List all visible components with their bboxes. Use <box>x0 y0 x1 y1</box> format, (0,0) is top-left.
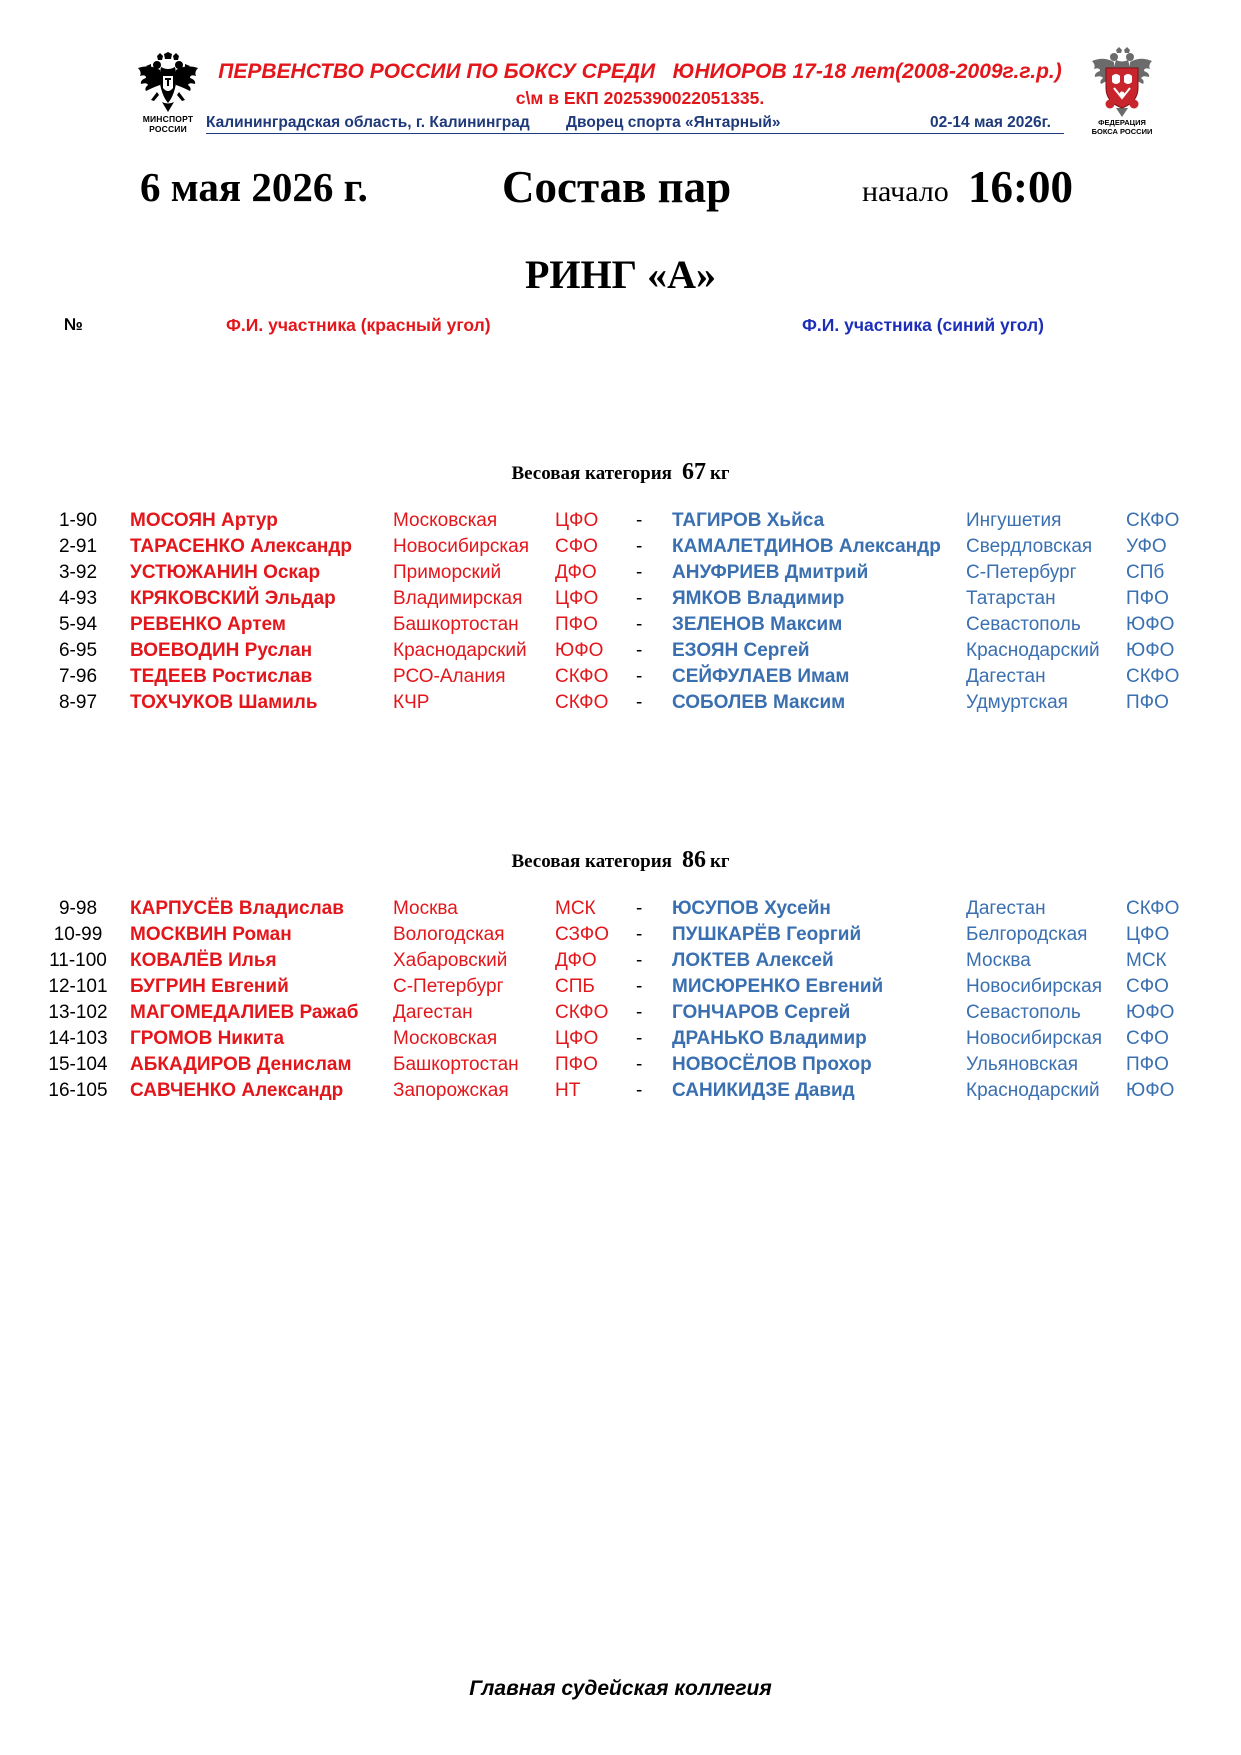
venue-line <box>206 113 1064 134</box>
red-boxer-region: Новосибирская <box>393 536 529 557</box>
blue-boxer-district: СПб <box>1126 562 1165 583</box>
red-boxer-name: ТАРАСЕНКО Александр <box>130 536 353 557</box>
column-header-blue-corner: Ф.И. участника (синий угол) <box>802 315 1044 335</box>
red-boxer-name: САВЧЕНКО Александр <box>130 1080 344 1101</box>
bout-row <box>0 612 1241 638</box>
versus-dash: - <box>636 510 643 531</box>
blue-boxer-region: Удмуртская <box>966 692 1068 713</box>
blue-boxer-district: ПФО <box>1126 692 1169 713</box>
versus-dash: - <box>636 924 643 945</box>
blue-boxer-district: СФО <box>1126 976 1169 997</box>
red-boxer-district: ЦФО <box>555 588 599 609</box>
red-boxer-district: ПФО <box>555 1054 598 1075</box>
bout-row <box>0 974 1241 1000</box>
red-boxer-region: Хабаровский <box>393 950 508 971</box>
bout-row <box>0 664 1241 690</box>
red-boxer-region: Московская <box>393 1028 498 1049</box>
blue-boxer-region: С-Петербург <box>966 562 1077 583</box>
bout-row <box>0 948 1241 974</box>
red-boxer-district: СКФО <box>555 666 609 687</box>
bout-date: 6 мая 2026 г. <box>140 164 368 210</box>
blue-boxer-name: ЯМКОВ Владимир <box>672 588 845 609</box>
bout-number: 8-97 <box>58 692 98 713</box>
bout-number: 1-90 <box>58 510 98 531</box>
red-boxer-district: ДФО <box>555 950 597 971</box>
bout-row <box>0 508 1241 534</box>
weight-category-label: Весовая категория <box>511 463 672 484</box>
blue-boxer-district: ЮФО <box>1126 614 1175 635</box>
versus-dash: - <box>636 562 643 583</box>
red-boxer-name: КРЯКОВСКИЙ Эльдар <box>130 588 336 609</box>
bout-row <box>0 1078 1241 1104</box>
red-boxer-name: АБКАДИРОВ Денислам <box>130 1054 352 1075</box>
boxing-federation-logo <box>1082 46 1162 144</box>
blue-boxer-district: ЮФО <box>1126 1080 1175 1101</box>
versus-dash: - <box>636 666 643 687</box>
bout-row <box>0 1026 1241 1052</box>
red-boxer-region: КЧР <box>393 692 430 713</box>
blue-boxer-district: МСК <box>1126 950 1167 971</box>
red-boxer-district: НТ <box>555 1080 581 1101</box>
versus-dash: - <box>636 692 643 713</box>
column-header-number: № <box>64 315 83 334</box>
blue-boxer-district: ЮФО <box>1126 1002 1175 1023</box>
bout-row <box>0 1000 1241 1026</box>
bout-row <box>0 534 1241 560</box>
blue-boxer-region: Свердловская <box>966 536 1093 557</box>
red-boxer-region: Башкортостан <box>393 614 519 635</box>
versus-dash: - <box>636 640 643 661</box>
blue-boxer-region: Татарстан <box>966 588 1056 609</box>
blue-boxer-region: Краснодарский <box>966 1080 1100 1101</box>
blue-boxer-district: ПФО <box>1126 1054 1169 1075</box>
red-boxer-region: Башкортостан <box>393 1054 519 1075</box>
blue-boxer-name: ЛОКТЕВ Алексей <box>672 950 834 971</box>
bout-number: 3-92 <box>58 562 98 583</box>
championship-title: ПЕРВЕНСТВО РОССИИ ПО БОКСУ СРЕДИ ЮНИОРОВ 17-18 лет(2008-2009г.г.р.) <box>218 60 1062 83</box>
blue-boxer-region: Москва <box>966 950 1031 971</box>
bout-row <box>0 1052 1241 1078</box>
weight-category-label: Весовая категория <box>511 851 672 872</box>
versus-dash: - <box>636 1028 643 1049</box>
blue-boxer-district: ЦФО <box>1126 924 1170 945</box>
bout-number: 6-95 <box>58 640 98 661</box>
blue-boxer-name: КАМАЛЕТДИНОВ Александр <box>672 536 941 557</box>
blue-boxer-name: АНУФРИЕВ Дмитрий <box>672 562 869 583</box>
blue-boxer-district: УФО <box>1126 536 1167 557</box>
blue-boxer-region: Севастополь <box>966 614 1081 635</box>
blue-boxer-name: МИСЮРЕНКО Евгений <box>672 976 884 997</box>
blue-boxer-region: Ингушетия <box>966 510 1062 531</box>
red-boxer-name: КАРПУСЁВ Владислав <box>130 898 344 919</box>
bout-row <box>0 560 1241 586</box>
bout-number: 12-101 <box>48 976 108 997</box>
weight-category-unit: кг <box>709 851 730 872</box>
red-boxer-district: ЦФО <box>555 510 599 531</box>
ring-title: РИНГ «А» <box>525 252 716 297</box>
federation-caption: ФЕДЕРАЦИЯ БОКСА РОССИИ <box>1091 118 1153 136</box>
red-boxer-region: Владимирская <box>393 588 523 609</box>
bout-number: 4-93 <box>58 588 98 609</box>
red-boxer-district: ПФО <box>555 614 598 635</box>
blue-boxer-name: НОВОСЁЛОВ Прохор <box>672 1054 872 1075</box>
red-boxer-name: МАГОМЕДАЛИЕВ Ражаб <box>130 1002 359 1023</box>
red-boxer-district: СФО <box>555 536 598 557</box>
weight-category-value: 86 <box>681 847 706 873</box>
blue-boxer-region: Новосибирская <box>966 1028 1102 1049</box>
dates-text: 02-14 мая 2026г. <box>930 114 1051 131</box>
versus-dash: - <box>636 898 643 919</box>
red-boxer-district: ЮФО <box>555 640 604 661</box>
blue-boxer-name: ДРАНЬКО Владимир <box>672 1028 867 1049</box>
red-boxer-district: ЦФО <box>555 1028 599 1049</box>
blue-boxer-name: ПУШКАРЁВ Георгий <box>672 924 862 945</box>
red-boxer-region: Приморский <box>393 562 502 583</box>
start-label: начало <box>862 175 949 208</box>
location-text: Калининградская область, г. Калининград <box>206 114 530 131</box>
bout-number: 13-102 <box>48 1002 108 1023</box>
red-boxer-name: ТОХЧУКОВ Шамиль <box>130 692 318 713</box>
blue-boxer-region: Белгородская <box>966 924 1088 945</box>
bout-row <box>0 638 1241 664</box>
start-time: 16:00 <box>968 162 1073 212</box>
versus-dash: - <box>636 614 643 635</box>
versus-dash: - <box>636 588 643 609</box>
blue-boxer-name: ГОНЧАРОВ Сергей <box>672 1002 851 1023</box>
bout-row <box>0 586 1241 612</box>
versus-dash: - <box>636 1054 643 1075</box>
double-headed-eagle-icon <box>135 52 201 114</box>
red-boxer-district: МСК <box>555 898 596 919</box>
bout-number: 9-98 <box>58 898 98 919</box>
blue-boxer-district: СФО <box>1126 1028 1169 1049</box>
page-title: Состав пар <box>502 162 732 212</box>
bout-number: 5-94 <box>58 614 98 635</box>
red-boxer-name: УСТЮЖАНИН Оскар <box>130 562 321 583</box>
red-boxer-name: ГРОМОВ Никита <box>130 1028 285 1049</box>
blue-boxer-name: ЮСУПОВ Хусейн <box>672 898 831 919</box>
weight-category-heading <box>0 846 1241 876</box>
red-boxer-region: Запорожская <box>393 1080 509 1101</box>
blue-boxer-name: СЕЙФУЛАЕВ Имам <box>672 666 850 687</box>
red-boxer-region: С-Петербург <box>393 976 504 997</box>
blue-boxer-name: ЕЗОЯН Сергей <box>672 640 810 661</box>
bout-number: 10-99 <box>53 924 103 945</box>
red-boxer-district: СКФО <box>555 692 609 713</box>
minsport-logo <box>130 52 206 142</box>
red-boxer-region: РСО-Алания <box>393 666 506 687</box>
column-header-red-corner: Ф.И. участника (красный угол) <box>226 315 491 335</box>
weight-category-value: 67 <box>681 459 706 485</box>
blue-boxer-district: СКФО <box>1126 898 1180 919</box>
red-boxer-region: Дагестан <box>393 1002 473 1023</box>
red-boxer-name: ВОЕВОДИН Руслан <box>130 640 313 661</box>
red-boxer-name: МОСКВИН Роман <box>130 924 292 945</box>
red-boxer-region: Москва <box>393 898 458 919</box>
red-boxer-name: ТЕДЕЕВ Ростислав <box>130 666 313 687</box>
red-boxer-name: КОВАЛЁВ Илья <box>130 950 277 971</box>
red-boxer-district: СПБ <box>555 976 595 997</box>
blue-boxer-name: ЗЕЛЕНОВ Максим <box>672 614 843 635</box>
blue-boxer-district: СКФО <box>1126 510 1180 531</box>
red-boxer-name: МОСОЯН Артур <box>130 510 278 531</box>
blue-boxer-name: СОБОЛЕВ Максим <box>672 692 846 713</box>
blue-boxer-region: Дагестан <box>966 666 1046 687</box>
blue-boxer-name: ТАГИРОВ Хьйса <box>672 510 825 531</box>
ekp-number: с\м в ЕКП 2025390022051335. <box>515 88 765 108</box>
red-boxer-region: Вологодская <box>393 924 505 945</box>
bout-row <box>0 922 1241 948</box>
bout-number: 14-103 <box>48 1028 108 1049</box>
blue-boxer-region: Краснодарский <box>966 640 1100 661</box>
chief-judges-signature: Главная судейская коллегия <box>469 1677 772 1700</box>
federation-emblem-icon <box>1090 46 1154 118</box>
red-boxer-name: БУГРИН Евгений <box>130 976 289 997</box>
red-boxer-region: Московская <box>393 510 498 531</box>
red-boxer-district: СЗФО <box>555 924 609 945</box>
blue-boxer-district: ПФО <box>1126 588 1169 609</box>
weight-category-heading <box>0 458 1241 488</box>
venue-text: Дворец спорта «Янтарный» <box>566 114 781 131</box>
bout-row <box>0 690 1241 716</box>
versus-dash: - <box>636 950 643 971</box>
bout-number: 2-91 <box>58 536 98 557</box>
bout-number: 11-100 <box>49 950 107 971</box>
bout-number: 16-105 <box>48 1080 108 1101</box>
red-boxer-region: Краснодарский <box>393 640 527 661</box>
blue-boxer-region: Дагестан <box>966 898 1046 919</box>
blue-boxer-region: Ульяновская <box>966 1054 1079 1075</box>
bout-row <box>0 896 1241 922</box>
blue-boxer-region: Новосибирская <box>966 976 1102 997</box>
weight-category-unit: кг <box>709 463 730 484</box>
versus-dash: - <box>636 536 643 557</box>
red-boxer-district: СКФО <box>555 1002 609 1023</box>
minsport-caption: МИНСПОРТ РОССИИ <box>142 114 194 134</box>
red-boxer-name: РЕВЕНКО Артем <box>130 614 286 635</box>
bout-number: 7-96 <box>58 666 98 687</box>
blue-boxer-district: ЮФО <box>1126 640 1175 661</box>
bout-number: 15-104 <box>48 1054 108 1075</box>
versus-dash: - <box>636 1002 643 1023</box>
versus-dash: - <box>636 1080 643 1101</box>
red-boxer-district: ДФО <box>555 562 597 583</box>
blue-boxer-name: САНИКИДЗЕ Давид <box>672 1080 855 1101</box>
blue-boxer-district: СКФО <box>1126 666 1180 687</box>
blue-boxer-region: Севастополь <box>966 1002 1081 1023</box>
versus-dash: - <box>636 976 643 997</box>
